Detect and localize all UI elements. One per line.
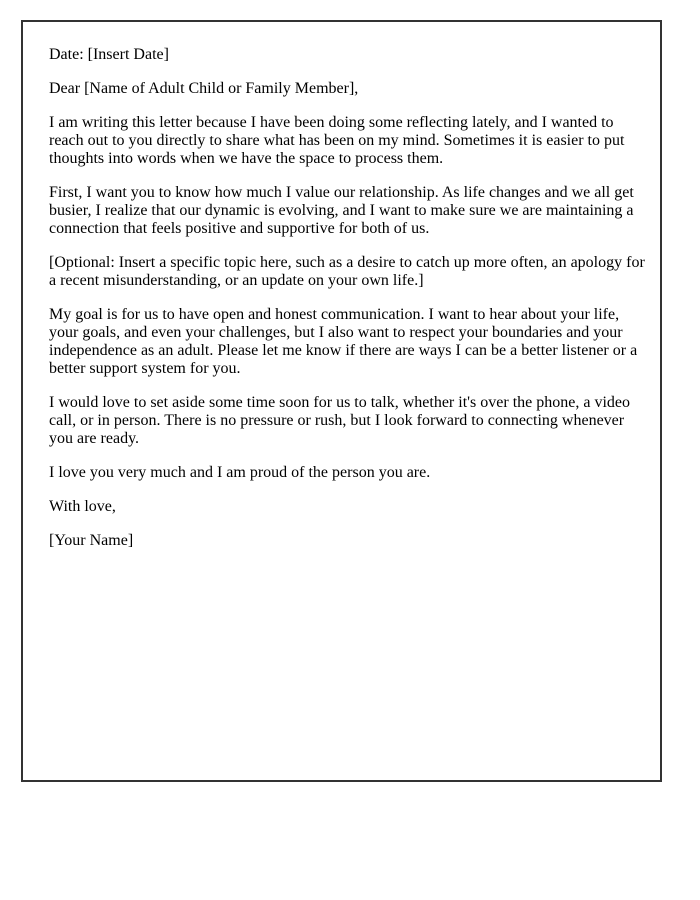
letter-paragraph-optional-topic: [Optional: Insert a specific topic here, such as a desire to catch up more often, an apology for a recent misunderstanding, or an update on your own life.] (49, 254, 645, 289)
closing-line: With love, (49, 498, 116, 515)
letter-paragraph-intro: I am writing this letter because I have been doing some reflecting lately, and I wanted to reach out to you directly to share what has been on my mind. Sometimes it is easier to put thoughts into words when we have the space to process them. (49, 114, 625, 167)
letter-paragraph-value-relationship: First, I want you to know how much I value our relationship. As life changes and we all get busier, I realize that our dynamic is evolving, and I want to make sure we are maintaining a connection that feels positive and supportive for both of us. (49, 184, 634, 237)
letter-paragraph-love-proud: I love you very much and I am proud of the person you are. (49, 464, 431, 481)
letter-paragraph-set-aside-time: I would love to set aside some time soon for us to talk, whether it's over the phone, a video call, or in person. There is no pressure or rush, but I look forward to connecting whenever you are ready. (49, 394, 630, 447)
date-line: Date: [Insert Date] (49, 46, 169, 63)
salutation: Dear [Name of Adult Child or Family Member], (49, 80, 359, 97)
letter-template-frame (21, 20, 662, 782)
letter-paragraph-communication-goal: My goal is for us to have open and honest communication. I want to hear about your life, your goals, and even your challenges, but I also want to respect your boundaries and your independence as an adult. Please let me know if there are ways I can be a better listener or a better support system for you. (49, 306, 638, 377)
signature-placeholder: [Your Name] (49, 532, 134, 549)
